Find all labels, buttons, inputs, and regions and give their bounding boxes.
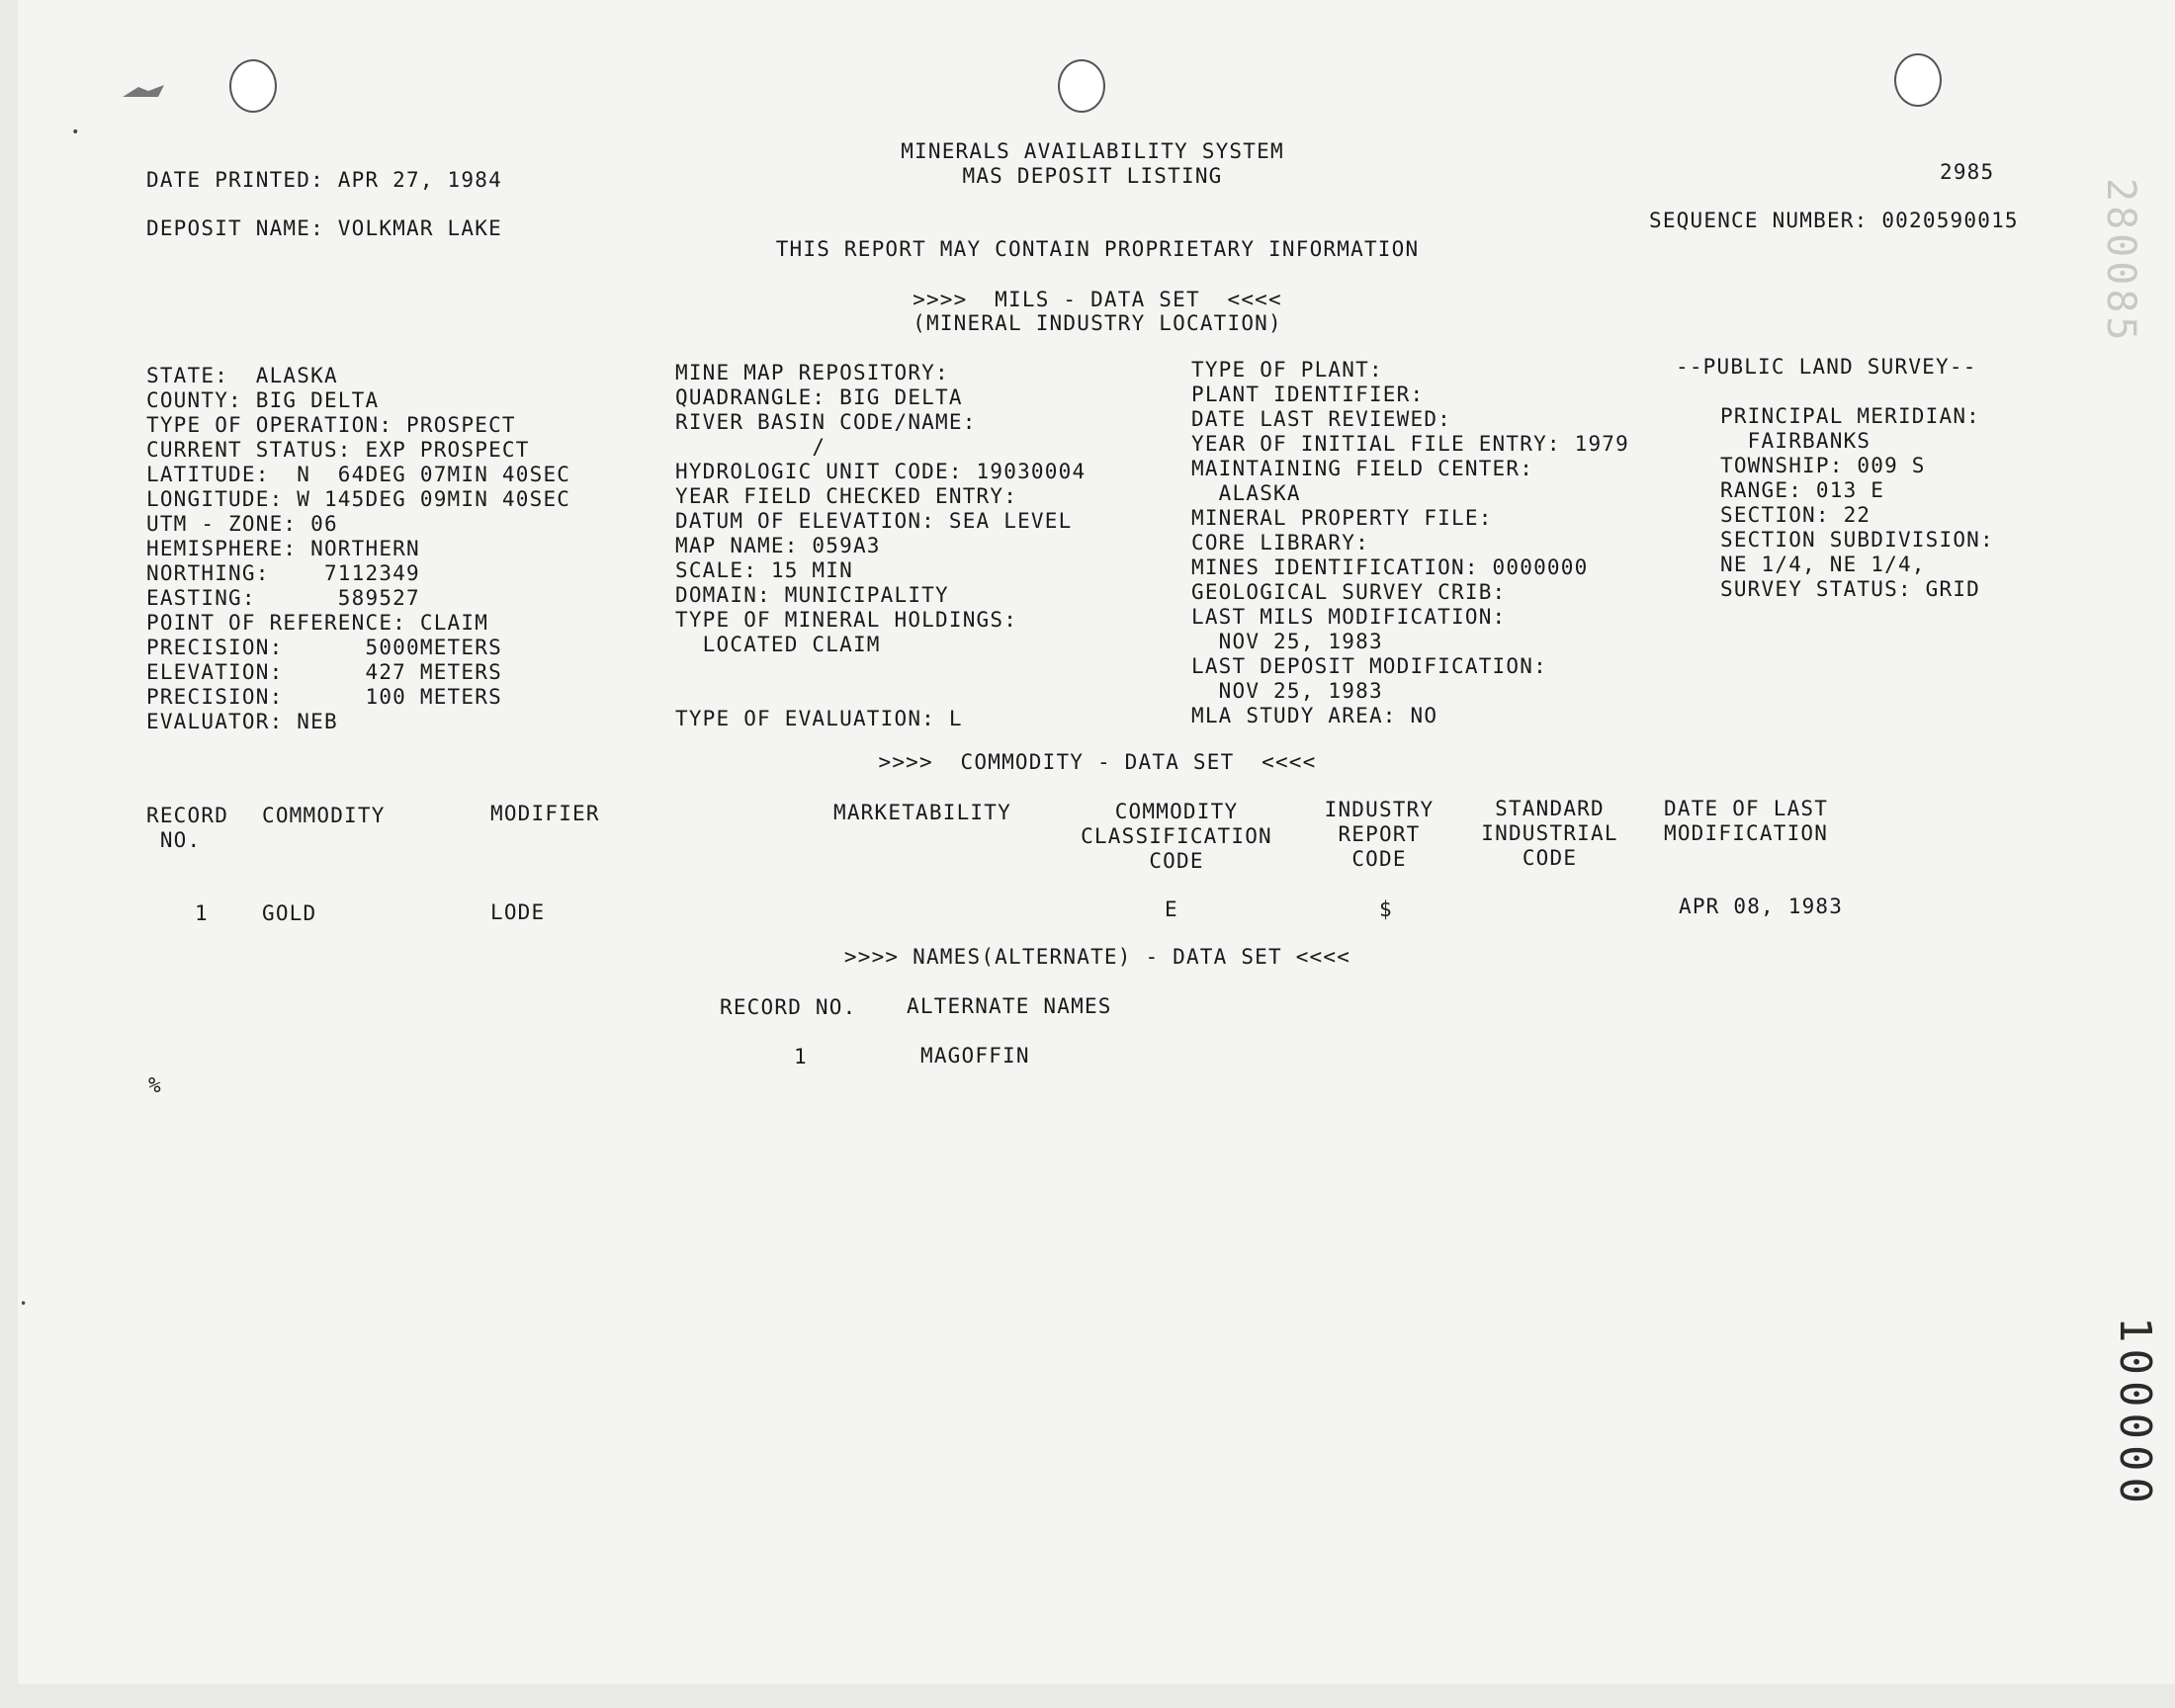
mils-title: >>>> MILS - DATA SET <<<< [913,288,1282,311]
field-scale: SCALE: 15 MIN [675,558,853,582]
public-land-survey-title: --PUBLIC LAND SURVEY-- [1676,355,1977,379]
field-hemisphere: HEMISPHERE: NORTHERN [146,537,420,560]
field-core-library: CORE LIBRARY: [1191,531,1369,555]
page-number: 2985 [1940,160,1995,184]
date-printed: DATE PRINTED: APR 27, 1984 [146,168,502,192]
header-names-record-no: RECORD NO. [720,995,857,1019]
field-geological-survey-crib: GEOLOGICAL SURVEY CRIB: [1191,580,1507,604]
proprietary-notice: THIS REPORT MAY CONTAIN PROPRIETARY INFORMATION [775,237,1420,261]
punch-hole-left [229,59,277,113]
mils-subtitle: (MINERAL INDUSTRY LOCATION) [913,311,1282,335]
header-marketability: MARKETABILITY [833,801,1011,824]
field-plant-identifier: PLANT IDENTIFIER: [1191,383,1425,406]
field-last-deposit-modification: LAST DEPOSIT MODIFICATION: [1191,654,1547,678]
spacer [675,682,1086,707]
field-easting: EASTING: 589527 [146,586,420,610]
mils-column-plant [1191,358,1629,728]
field-survey-status: SURVEY STATUS: GRID [1720,577,1981,601]
header-record-no: RECORD NO. [146,804,229,852]
field-northing: NORTHING: 7112349 [146,561,420,585]
cell-date-last-modification: APR 08, 1983 [1679,895,1844,918]
field-type-of-plant: TYPE OF PLANT: [1191,358,1383,382]
side-stamp-bottom: 100000 [2110,1317,2160,1509]
field-domain: DOMAIN: MUNICIPALITY [675,583,949,607]
cell-record-no: 1 [195,901,209,925]
mils-column-map [675,361,1086,731]
spacer [1676,380,1977,404]
header-date-last-modification: DATE OF LAST MODIFICATION [1664,797,1829,845]
field-range: RANGE: 013 E [1720,478,1885,502]
punch-hole-right [1894,53,1942,107]
cell-alternate-name: MAGOFFIN [920,1044,1030,1068]
cell-classification-code: E [1165,897,1178,921]
header-alternate-names: ALTERNATE NAMES [907,994,1112,1018]
field-point-of-reference: POINT OF REFERENCE: CLAIM [146,611,489,635]
field-latitude: LATITUDE: N 64DEG 07MIN 40SEC [146,463,571,486]
sequence-number: SEQUENCE NUMBER: 0020590015 [1649,209,2019,232]
field-last-mils-modification: LAST MILS MODIFICATION: [1191,605,1507,629]
header-industry-report-code: INDUSTRY REPORT CODE [1324,798,1435,871]
punch-hole-center [1058,59,1105,113]
header-modifier: MODIFIER [490,802,600,825]
field-section: SECTION: 22 [1720,503,1871,527]
field-river-basin-value: / [675,435,826,459]
field-section-subdivision: SECTION SUBDIVISION: [1720,528,1994,552]
scan-dot: • [20,1297,28,1311]
field-year-initial-entry: YEAR OF INITIAL FILE ENTRY: 1979 [1191,432,1629,456]
field-last-mils-modification-date: NOV 25, 1983 [1191,630,1383,653]
field-maintaining-center-value: ALASKA [1191,481,1301,505]
field-county: COUNTY: BIG DELTA [146,388,380,412]
field-section-subdivision-value: NE 1/4, NE 1/4, [1720,553,1926,576]
side-stamp-top: 280085 [2098,178,2143,345]
deposit-name: DEPOSIT NAME: VOLKMAR LAKE [146,216,502,240]
field-utm-zone: UTM - ZONE: 06 [146,512,338,536]
field-mineral-holdings: TYPE OF MINERAL HOLDINGS: [675,608,1018,632]
field-mineral-property-file: MINERAL PROPERTY FILE: [1191,506,1493,530]
cell-commodity: GOLD [262,901,317,925]
field-longitude: LONGITUDE: W 145DEG 09MIN 40SEC [146,487,571,511]
field-hydrologic-unit-code: HYDROLOGIC UNIT CODE: 19030004 [675,460,1087,483]
field-current-status: CURRENT STATUS: EXP PROSPECT [146,438,530,462]
field-principal-meridian-value: FAIRBANKS [1720,429,1871,453]
spacer [675,657,1086,682]
field-year-field-checked: YEAR FIELD CHECKED ENTRY: [675,484,1018,508]
header-classification-code: COMMODITY CLASSIFICATION CODE [1081,800,1272,873]
field-evaluator: EVALUATOR: NEB [146,710,338,733]
field-elevation: ELEVATION: 427 METERS [146,660,502,684]
field-mineral-holdings-value: LOCATED CLAIM [675,633,881,656]
field-last-deposit-modification-date: NOV 25, 1983 [1191,679,1383,703]
field-elevation-precision: PRECISION: 100 METERS [146,685,502,709]
field-map-name: MAP NAME: 059A3 [675,534,881,557]
scan-dot: • [71,125,80,140]
cell-modifier: LODE [490,900,546,924]
header-standard-industrial-code: STANDARD INDUSTRIAL CODE [1481,797,1618,870]
end-of-record-symbol: % [148,1073,162,1097]
public-land-survey [1676,355,1994,602]
cell-industry-report-code: $ [1379,897,1393,921]
names-title: >>>> NAMES(ALTERNATE) - DATA SET <<<< [843,945,1351,969]
scan-mark-icon [119,75,168,105]
field-maintaining-center: MAINTAINING FIELD CENTER: [1191,457,1534,480]
field-river-basin: RIVER BASIN CODE/NAME: [675,410,977,434]
field-mla-study-area: MLA STUDY AREA: NO [1191,704,1438,727]
field-quadrangle: QUADRANGLE: BIG DELTA [675,385,963,409]
listing-title: MAS DEPOSIT LISTING [962,164,1223,188]
field-principal-meridian: PRINCIPAL MERIDIAN: [1720,404,1981,428]
field-date-last-reviewed: DATE LAST REVIEWED: [1191,407,1452,431]
field-township: TOWNSHIP: 009 S [1720,454,1926,477]
field-state: STATE: ALASKA [146,364,338,387]
commodity-title: >>>> COMMODITY - DATA SET <<<< [878,750,1317,774]
field-precision: PRECISION: 5000METERS [146,636,502,659]
field-datum-of-elevation: DATUM OF ELEVATION: SEA LEVEL [675,509,1073,533]
cell-names-record-no: 1 [794,1045,808,1068]
mils-column-location [146,364,570,734]
field-mines-identification: MINES IDENTIFICATION: 0000000 [1191,555,1589,579]
field-mine-map-repository: MINE MAP REPOSITORY: [675,361,949,384]
field-type-of-operation: TYPE OF OPERATION: PROSPECT [146,413,516,437]
system-title: MINERALS AVAILABILITY SYSTEM [901,139,1284,163]
header-commodity: COMMODITY [262,804,386,827]
field-type-of-evaluation: TYPE OF EVALUATION: L [675,707,963,730]
